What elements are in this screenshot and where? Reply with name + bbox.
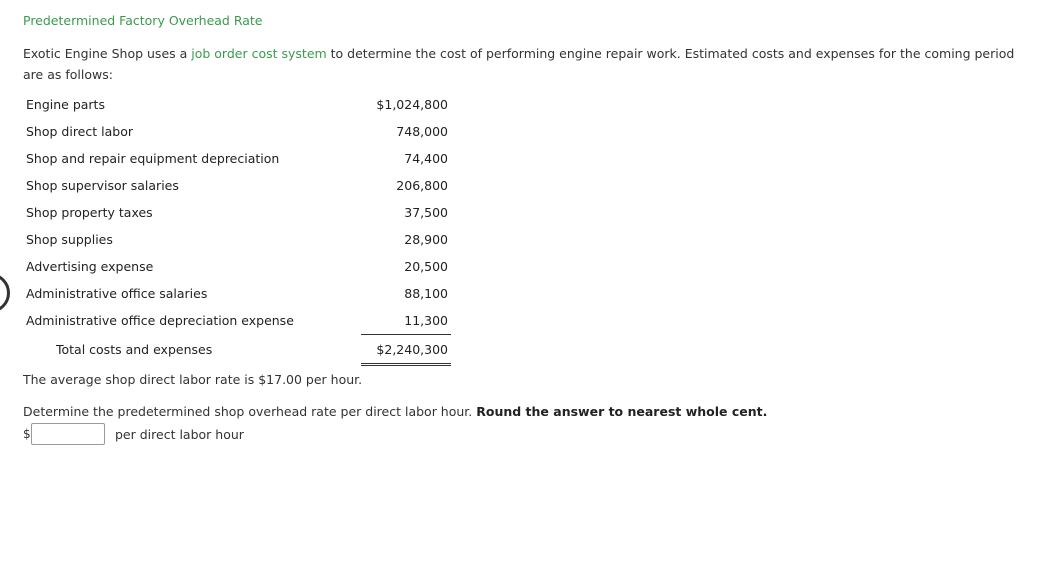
table-row xyxy=(23,172,451,199)
rounding-instruction: Round the answer to nearest whole cent. xyxy=(476,404,768,419)
cost-label: Shop direct labor xyxy=(26,124,133,139)
cost-label: Shop property taxes xyxy=(26,205,153,220)
total-amount: $2,240,300 xyxy=(361,335,451,365)
cost-amount: 748,000 xyxy=(396,124,448,139)
currency-symbol: $ xyxy=(23,427,31,441)
cost-label: Shop supervisor salaries xyxy=(26,178,179,193)
answer-row xyxy=(23,422,244,446)
cost-amount: 20,500 xyxy=(404,259,448,274)
labor-rate-note: The average shop direct labor rate is $17.00 per hour. xyxy=(23,372,363,387)
job-order-cost-system-link[interactable]: job order cost system xyxy=(191,46,327,61)
total-row xyxy=(23,335,451,365)
cost-amount: 37,500 xyxy=(404,205,448,220)
cost-amount: 206,800 xyxy=(396,178,448,193)
intro-text-before: Exotic Engine Shop uses a xyxy=(23,46,192,61)
cost-label: Shop and repair equipment depreciation xyxy=(26,151,280,166)
table-row xyxy=(23,253,451,280)
table-row xyxy=(23,307,451,335)
table-row xyxy=(23,226,451,253)
cost-label: Advertising expense xyxy=(26,259,154,274)
question-text: Determine the predetermined shop overhead rate per direct labor hour. xyxy=(23,404,477,419)
cost-amount: 11,300 xyxy=(361,307,451,335)
problem-title: Predetermined Factory Overhead Rate xyxy=(23,13,263,28)
cost-label: Administrative office depreciation expense xyxy=(26,313,294,329)
table-row xyxy=(23,145,451,172)
costs-table xyxy=(23,91,451,366)
cost-amount: $1,024,800 xyxy=(376,97,448,112)
cost-label: Engine parts xyxy=(26,97,105,112)
cost-amount: 28,900 xyxy=(404,232,448,247)
problem-intro xyxy=(23,43,1033,85)
question-prompt xyxy=(23,404,767,419)
scroll-circle-icon[interactable] xyxy=(0,273,10,313)
cost-amount: 74,400 xyxy=(404,151,448,166)
answer-unit-label: per direct labor hour xyxy=(115,426,244,442)
cost-label: Shop supplies xyxy=(26,232,113,247)
table-row xyxy=(23,118,451,145)
cost-label: Administrative office salaries xyxy=(26,286,208,301)
total-label: Total costs and expenses xyxy=(56,342,213,357)
table-row xyxy=(23,280,451,307)
overhead-rate-input[interactable] xyxy=(31,423,105,445)
table-row xyxy=(23,91,451,118)
table-row xyxy=(23,199,451,226)
intro-text-after: to determine the cost of performing engine repair work. Estimated costs and expenses for the coming period are as follows: xyxy=(23,46,1015,82)
cost-amount: 88,100 xyxy=(404,286,448,301)
